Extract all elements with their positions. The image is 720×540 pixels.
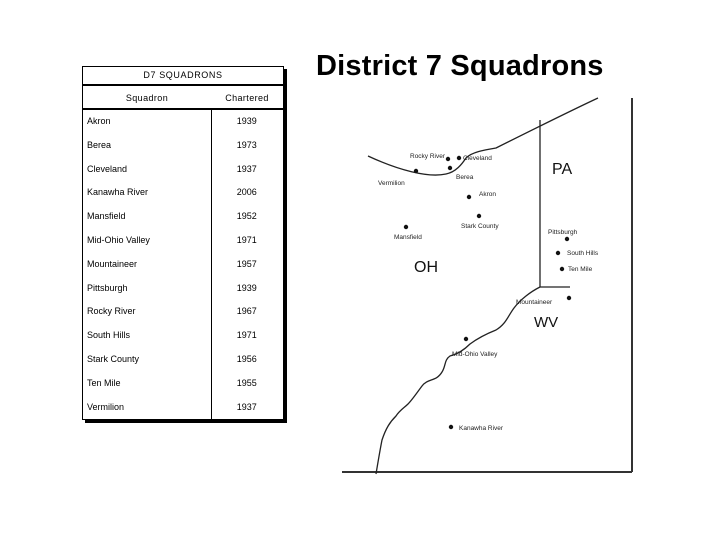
table-row [83, 158, 283, 182]
map-svg [338, 94, 634, 476]
mid-ohio-valley-dot [464, 337, 468, 341]
chartered-year: 1956 [236, 353, 257, 364]
squadron-name: Berea [87, 139, 112, 150]
stark-county-label: Stark County [461, 223, 499, 230]
table-row [83, 229, 283, 253]
chartered-year: 1952 [236, 211, 257, 222]
kanawha-river-dot [449, 425, 453, 429]
table-row [83, 110, 283, 134]
table-row [83, 372, 283, 396]
berea-label: Berea [456, 174, 474, 181]
table-row [83, 396, 283, 420]
slide-title: District 7 Squadrons [316, 50, 604, 82]
kanawha-river-label: Kanawha River [459, 425, 504, 432]
state-oh-label: OH [414, 259, 438, 276]
table-row [83, 134, 283, 158]
pittsburgh-label: Pittsburgh [548, 229, 578, 236]
akron-dot [467, 195, 471, 199]
table-header [83, 86, 283, 110]
table-body [83, 110, 283, 419]
mountaineer-dot [567, 296, 571, 300]
table-row [83, 277, 283, 301]
rocky-river-label: Rocky River [410, 153, 446, 160]
header-squadron: Squadron [125, 93, 169, 103]
squadron-name: South Hills [87, 330, 131, 341]
table-row [83, 324, 283, 348]
squadron-name: Vermilion [87, 401, 125, 412]
chartered-year: 2006 [236, 187, 257, 198]
squadron-name: Mountaineer [87, 258, 138, 269]
squadron-name: Akron [87, 116, 111, 126]
squadron-name: Cleveland [87, 163, 128, 174]
table-row [83, 348, 283, 372]
berea-dot [448, 166, 452, 170]
rocky-river-dot [446, 157, 450, 161]
state-pa-label: PA [552, 161, 573, 178]
table-row [83, 300, 283, 324]
chartered-year: 1939 [236, 282, 257, 293]
squadron-name: Pittsburgh [87, 282, 128, 293]
squadron-name: Mid-Ohio Valley [87, 234, 150, 245]
squadron-name: Kanawha River [87, 187, 149, 198]
chartered-year: 1937 [236, 401, 257, 412]
table-row [83, 181, 283, 205]
table-row [83, 205, 283, 229]
squadron-name: Rocky River [87, 306, 136, 317]
vermilion-label: Vermilion [378, 180, 405, 187]
vermilion-dot [414, 169, 418, 173]
squadron-table [82, 66, 284, 420]
cleveland-dot [457, 156, 461, 160]
chartered-year: 1957 [236, 258, 257, 269]
chartered-year: 1939 [236, 116, 257, 126]
akron-label: Akron [479, 191, 496, 198]
table-caption: D7 SQUADRONS [83, 67, 283, 86]
header-chartered: Chartered [225, 93, 269, 103]
chartered-year: 1967 [236, 306, 257, 317]
chartered-year: 1955 [236, 377, 257, 388]
table-row [83, 253, 283, 277]
mid-ohio-valley-label: Mid-Ohio Valley [452, 351, 498, 358]
ten-mile-dot [560, 267, 564, 271]
squadron-name: Ten Mile [87, 377, 121, 388]
mansfield-dot [404, 225, 408, 229]
chartered-year: 1937 [236, 163, 257, 174]
squadron-name: Stark County [87, 353, 140, 364]
squadron-name: Mansfield [87, 211, 126, 222]
chartered-year: 1971 [236, 234, 257, 245]
ohio-river [376, 287, 540, 474]
stark-county-dot [477, 214, 481, 218]
chartered-year: 1973 [236, 139, 257, 150]
ten-mile-label: Ten Mile [568, 266, 593, 273]
mansfield-label: Mansfield [394, 234, 422, 241]
south-hills-dot [556, 251, 560, 255]
state-wv-label: WV [534, 314, 559, 331]
south-hills-label: South Hills [567, 250, 599, 257]
mountaineer-label: Mountaineer [516, 299, 553, 306]
chartered-year: 1971 [236, 330, 257, 341]
cleveland-label: Cleveland [463, 155, 492, 162]
district-map [338, 94, 634, 476]
pittsburgh-dot [565, 237, 569, 241]
